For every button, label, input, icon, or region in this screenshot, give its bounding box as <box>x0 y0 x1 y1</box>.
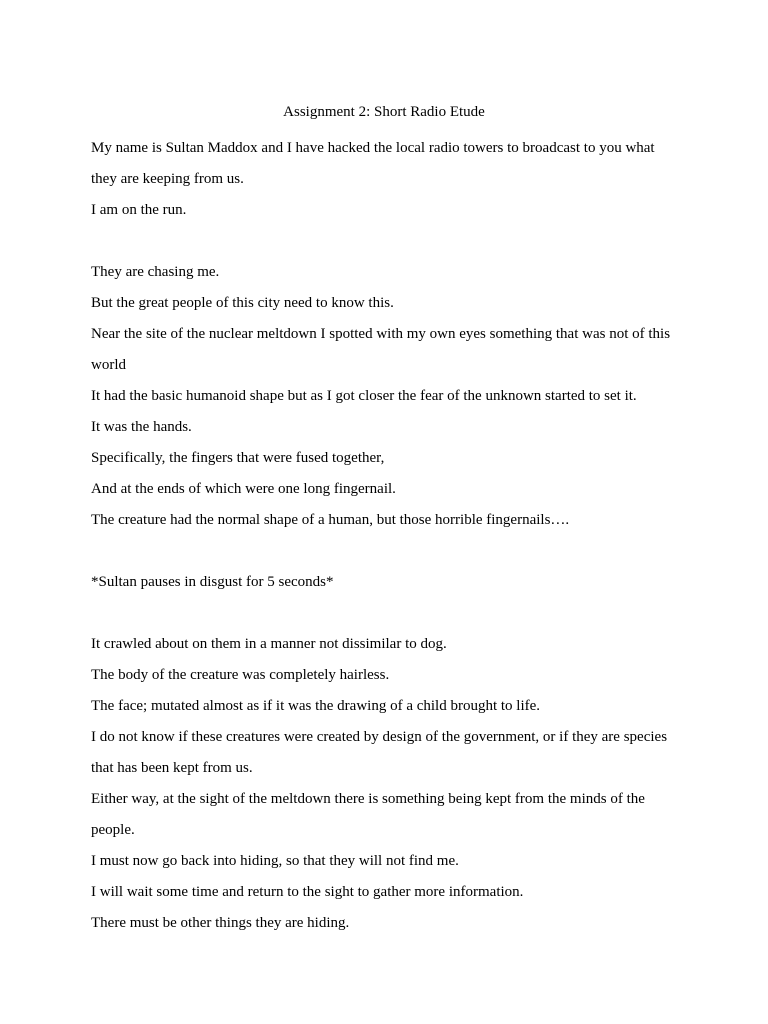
paragraph: I must now go back into hiding, so that they will not find me. <box>91 853 459 869</box>
stage-direction: *Sultan pauses in disgust for 5 seconds* <box>91 574 334 590</box>
document-body <box>91 133 681 939</box>
paragraph-blank <box>91 226 681 257</box>
paragraph: The face; mutated almost as if it was the drawing of a child brought to life. <box>91 698 541 714</box>
paragraph: Specifically, the fingers that were fused together, <box>91 450 385 466</box>
paragraph: There must be other things they are hiding. <box>91 915 350 931</box>
paragraph: The body of the creature was completely hairless. <box>91 667 390 683</box>
paragraph-blank <box>91 536 681 567</box>
paragraph: And at the ends of which were one long fingernail. <box>91 481 396 497</box>
paragraph: It was the hands. <box>91 419 192 435</box>
paragraph: The creature had the normal shape of a human, but those horrible fingernails…. <box>91 512 570 528</box>
paragraph: I am on the run. <box>91 202 187 218</box>
paragraph: I do not know if these creatures were created by design of the government, or if they are species that has been kept from us. <box>91 729 668 776</box>
paragraph: My name is Sultan Maddox and I have hacked the local radio towers to broadcast to you what they are keeping from us. <box>91 140 655 187</box>
paragraph: Near the site of the nuclear meltdown I spotted with my own eyes something that was not of this world <box>91 326 671 373</box>
paragraph: I will wait some time and return to the sight to gather more information. <box>91 884 524 900</box>
paragraph: But the great people of this city need to know this. <box>91 295 394 311</box>
paragraph: They are chasing me. <box>91 264 220 280</box>
document-title: Assignment 2: Short Radio Etude <box>283 104 485 120</box>
paragraph-blank <box>91 598 681 629</box>
paragraph: It crawled about on them in a manner not dissimilar to dog. <box>91 636 447 652</box>
paragraph: It had the basic humanoid shape but as I got closer the fear of the unknown started to set it. <box>91 388 637 404</box>
paragraph: Either way, at the sight of the meltdown there is something being kept from the minds of the people. <box>91 791 645 838</box>
